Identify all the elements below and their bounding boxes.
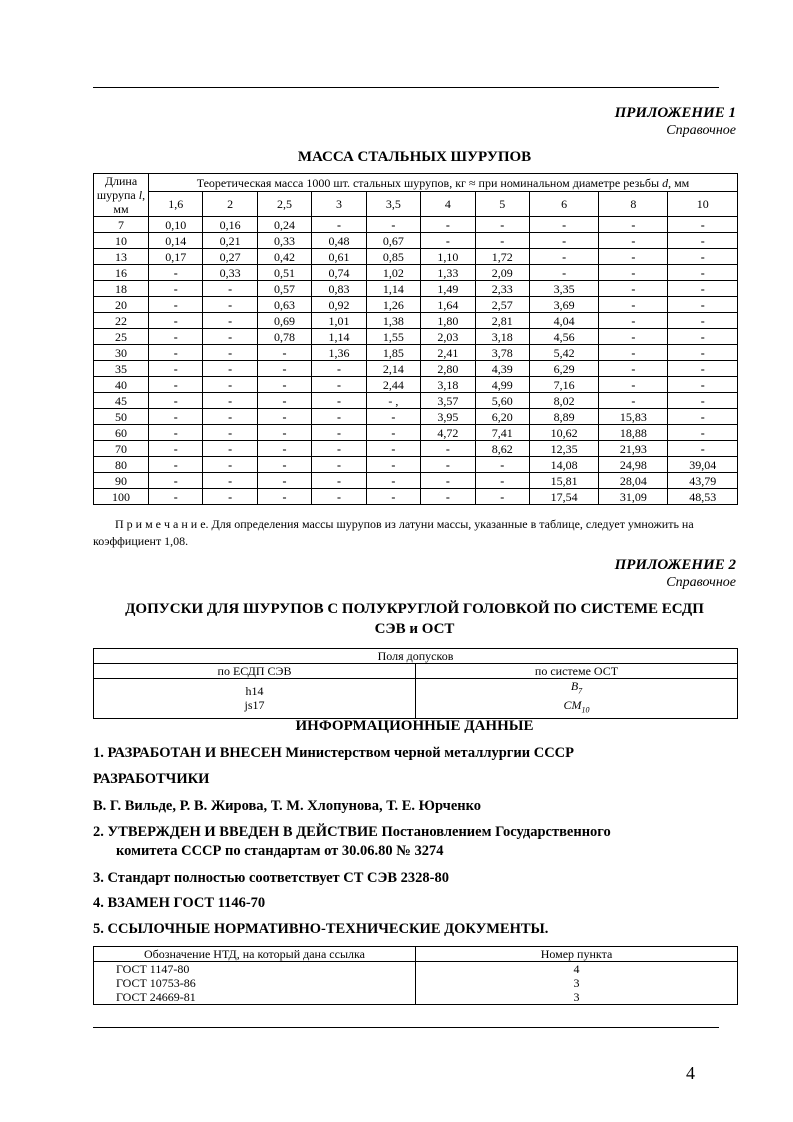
ref-doc: ГОСТ 1147-80: [116, 962, 190, 976]
table-row: [94, 393, 738, 409]
mass-cell: 0,83: [312, 281, 366, 297]
ref-doc: ГОСТ 24669-81: [116, 990, 196, 1004]
length-cell: 30: [94, 345, 149, 361]
mass-cell: 3,57: [421, 393, 475, 409]
mass-cell: 0,10: [149, 217, 203, 233]
mass-cell: 1,01: [312, 313, 366, 329]
table-row: [94, 473, 738, 489]
mass-cell: -: [203, 329, 257, 345]
mass-cell: 31,09: [599, 489, 668, 505]
length-cell: 7: [94, 217, 149, 233]
top-rule: [93, 87, 719, 88]
mass-cell: -: [149, 441, 203, 457]
mass-cell: -: [203, 313, 257, 329]
mass-cell: 0,57: [257, 281, 311, 297]
mass-cell: 4,99: [475, 377, 529, 393]
ost-values: [416, 679, 738, 719]
mass-cell: 3,69: [529, 297, 598, 313]
mass-cell: -: [203, 393, 257, 409]
mass-table-note: [93, 516, 736, 550]
mass-cell: -: [668, 313, 738, 329]
mass-cell: 10,62: [529, 425, 598, 441]
mass-cell: 0,67: [366, 233, 420, 249]
length-cell: 45: [94, 393, 149, 409]
mass-cell: 4,72: [421, 425, 475, 441]
mass-cell: -: [149, 297, 203, 313]
mass-cell: -: [312, 377, 366, 393]
info-heading: ИНФОРМАЦИОННЫЕ ДАННЫЕ: [295, 718, 534, 734]
length-cell: 25: [94, 329, 149, 345]
mass-cell: 0,17: [149, 249, 203, 265]
mass-cell: 4,56: [529, 329, 598, 345]
mass-cell: -: [668, 249, 738, 265]
length-cell: 35: [94, 361, 149, 377]
info-item-2-line-1: 2. УТВЕРЖДЕН И ВВЕДЕН В ДЕЙСТВИЕ Постановлением Государственного: [93, 824, 611, 840]
mass-cell: 43,79: [668, 473, 738, 489]
mass-cell: 1,49: [421, 281, 475, 297]
ref-point-cell: [416, 962, 738, 1005]
mass-cell: 15,83: [599, 409, 668, 425]
mass-cell: -: [668, 329, 738, 345]
mass-cell: 0,61: [312, 249, 366, 265]
mass-cell: -: [599, 377, 668, 393]
info-item-2-line-2: комитета СССР по стандартам от 30.06.80 № 3274: [116, 843, 444, 859]
mass-cell: -: [312, 457, 366, 473]
mass-cell: -: [149, 377, 203, 393]
length-cell: 18: [94, 281, 149, 297]
mass-cell: -: [421, 233, 475, 249]
mass-cell: 6,29: [529, 361, 598, 377]
mass-cell: -: [257, 441, 311, 457]
length-cell: 10: [94, 233, 149, 249]
mass-cell: -: [599, 233, 668, 249]
diameter-header-row: [94, 192, 738, 217]
length-cell: 20: [94, 297, 149, 313]
mass-cell: -: [475, 233, 529, 249]
mass-cell: 17,54: [529, 489, 598, 505]
mass-cell: 14,08: [529, 457, 598, 473]
mass-cell: -: [203, 489, 257, 505]
mass-cell: 0,14: [149, 233, 203, 249]
mass-cell: 2,41: [421, 345, 475, 361]
mass-cell: 0,24: [257, 217, 311, 233]
info-item-4: 4. ВЗАМЕН ГОСТ 1146-70: [93, 895, 266, 911]
mass-cell: -: [257, 345, 311, 361]
mass-cell: -: [529, 265, 598, 281]
mass-cell: 5,42: [529, 345, 598, 361]
appendix-2-title: ПРИЛОЖЕНИЕ 2: [614, 557, 736, 573]
appendix-1-label: [93, 104, 736, 140]
mass-cell: -: [529, 233, 598, 249]
mass-cell: -: [366, 457, 420, 473]
mass-cell: 21,93: [599, 441, 668, 457]
tolerance-subheader-row: [94, 664, 738, 679]
mass-cell: -: [203, 409, 257, 425]
mass-cell: 1,33: [421, 265, 475, 281]
appendix-1-subtitle: Справочное: [666, 123, 736, 138]
esdp-value: js17: [244, 698, 265, 713]
ref-point: 3: [573, 990, 580, 1004]
mass-cell: -: [203, 425, 257, 441]
mass-cell: 12,35: [529, 441, 598, 457]
mass-cell: 3,78: [475, 345, 529, 361]
mass-cell: -: [149, 281, 203, 297]
mass-cell: -: [668, 233, 738, 249]
mass-cell: -: [475, 473, 529, 489]
mass-cell: 0,48: [312, 233, 366, 249]
mass-cell: -: [421, 217, 475, 233]
mass-cell: -: [203, 377, 257, 393]
developers-list: В. Г. Вильде, Р. В. Жирова, Т. М. Хлопунова, Т. Е. Юрченко: [93, 798, 482, 814]
mass-cell: -: [599, 281, 668, 297]
mass-cell: -: [203, 473, 257, 489]
length-column-header: Длина шурупа l, мм: [94, 174, 149, 217]
diameter-header: 3,5: [366, 192, 420, 217]
mass-cell: 7,41: [475, 425, 529, 441]
length-cell: 50: [94, 409, 149, 425]
appendix-2-subtitle: Справочное: [666, 575, 736, 590]
ref-doc-header: Обозначение НТД, на который дана ссылка: [94, 947, 416, 962]
mass-cell: -: [312, 425, 366, 441]
table-row: [94, 377, 738, 393]
ref-point-header: Номер пункта: [416, 947, 738, 962]
mass-cell: 1,14: [312, 329, 366, 345]
mass-cell: -: [257, 393, 311, 409]
tolerance-header-row: [94, 649, 738, 664]
mass-cell: -: [366, 409, 420, 425]
mass-cell: 2,14: [366, 361, 420, 377]
mass-cell: -: [149, 409, 203, 425]
mass-cell: 4,04: [529, 313, 598, 329]
mass-cell: -: [599, 297, 668, 313]
mass-cell: 48,53: [668, 489, 738, 505]
mass-cell: -: [668, 393, 738, 409]
mass-cell: 0,33: [203, 265, 257, 281]
mass-cell: 0,85: [366, 249, 420, 265]
mass-cell: -: [149, 393, 203, 409]
table-row: [94, 313, 738, 329]
length-cell: 60: [94, 425, 149, 441]
mass-cell: -: [203, 361, 257, 377]
table-row: [94, 441, 738, 457]
references-data-row: [94, 962, 738, 1005]
tolerance-table: [93, 648, 738, 719]
mass-cell: -: [257, 489, 311, 505]
table-row: [94, 233, 738, 249]
mass-cell: -: [668, 281, 738, 297]
mass-cell: -: [668, 345, 738, 361]
mass-cell: -: [257, 473, 311, 489]
diameter-header: 8: [599, 192, 668, 217]
mass-cell: -: [668, 425, 738, 441]
mass-cell: -: [599, 217, 668, 233]
mass-cell: 24,98: [599, 457, 668, 473]
mass-cell: -: [668, 297, 738, 313]
diameter-header: 3: [312, 192, 366, 217]
mass-cell: -: [149, 329, 203, 345]
length-cell: 22: [94, 313, 149, 329]
mass-cell: -: [599, 393, 668, 409]
mass-cell: 0,27: [203, 249, 257, 265]
mass-cell: -: [599, 265, 668, 281]
mass-cell: 1,80: [421, 313, 475, 329]
mass-cell: 0,21: [203, 233, 257, 249]
esdp-column-header: по ЕСДП СЭВ: [94, 664, 416, 679]
mass-cell: -: [312, 441, 366, 457]
mass-cell: -: [257, 425, 311, 441]
mass-cell: - ,: [366, 393, 420, 409]
tolerance-data-row: [94, 679, 738, 719]
mass-cell: -: [668, 409, 738, 425]
mass-cell: 1,26: [366, 297, 420, 313]
table-row: [94, 281, 738, 297]
mass-cell: 0,74: [312, 265, 366, 281]
table-row: [94, 329, 738, 345]
diameter-header: 4: [421, 192, 475, 217]
mass-table-body: [94, 217, 738, 505]
length-cell: 100: [94, 489, 149, 505]
mass-cell: -: [203, 297, 257, 313]
mass-cell: 0,78: [257, 329, 311, 345]
mass-cell: -: [203, 457, 257, 473]
mass-cell: -: [257, 361, 311, 377]
mass-cell: -: [529, 249, 598, 265]
mass-cell: -: [599, 249, 668, 265]
mass-cell: 2,81: [475, 313, 529, 329]
mass-cell: -: [668, 361, 738, 377]
info-item-5: 5. ССЫЛОЧНЫЕ НОРМАТИВНО-ТЕХНИЧЕСКИЕ ДОКУМЕНТЫ.: [93, 921, 549, 937]
mass-cell: -: [421, 473, 475, 489]
mass-cell: -: [366, 217, 420, 233]
mass-cell: -: [668, 377, 738, 393]
mass-cell: -: [149, 345, 203, 361]
table-row: [94, 249, 738, 265]
mass-cell: -: [599, 345, 668, 361]
mass-cell: -: [312, 473, 366, 489]
mass-cell: -: [475, 489, 529, 505]
mass-cell: -: [421, 457, 475, 473]
info-item-3: 3. Стандарт полностью соответствует СТ СЭВ 2328-80: [93, 870, 449, 886]
mass-cell: 2,80: [421, 361, 475, 377]
ref-point: 4: [573, 962, 580, 976]
mass-table-header-row: [94, 174, 738, 192]
mass-cell: 28,04: [599, 473, 668, 489]
appendix-2-label: [93, 556, 736, 592]
mass-cell: -: [257, 457, 311, 473]
mass-cell: 15,81: [529, 473, 598, 489]
mass-cell: -: [421, 441, 475, 457]
ref-point: 3: [573, 976, 580, 990]
mass-cell: -: [149, 489, 203, 505]
bottom-rule: [93, 1027, 719, 1028]
mass-cell: -: [203, 441, 257, 457]
mass-cell: -: [599, 361, 668, 377]
mass-cell: -: [366, 425, 420, 441]
diameter-header: 2: [203, 192, 257, 217]
mass-cell: 1,14: [366, 281, 420, 297]
mass-cell: 0,63: [257, 297, 311, 313]
mass-cell: 1,38: [366, 313, 420, 329]
mass-cell: 2,03: [421, 329, 475, 345]
mass-cell: 1,02: [366, 265, 420, 281]
tolerance-heading: ДОПУСКИ ДЛЯ ШУРУПОВ С ПОЛУКРУГЛОЙ ГОЛОВКОЙ ПО СИСТЕМЕ ЕСДП СЭВ и ОСТ: [125, 601, 704, 637]
mass-cell: -: [366, 473, 420, 489]
ref-doc-cell: [94, 962, 416, 1005]
mass-cell: 0,16: [203, 217, 257, 233]
mass-cell: 2,33: [475, 281, 529, 297]
mass-cell: 1,10: [421, 249, 475, 265]
mass-cell: -: [149, 265, 203, 281]
esdp-value: h14: [245, 684, 264, 699]
mass-cell: -: [149, 457, 203, 473]
mass-cell: 0,42: [257, 249, 311, 265]
mass-cell: 3,95: [421, 409, 475, 425]
table-row: [94, 361, 738, 377]
mass-cell: -: [529, 217, 598, 233]
mass-cell: 6,20: [475, 409, 529, 425]
mass-cell: -: [312, 361, 366, 377]
mass-cell: 5,60: [475, 393, 529, 409]
mass-cell: 4,39: [475, 361, 529, 377]
mass-cell: -: [312, 393, 366, 409]
length-cell: 90: [94, 473, 149, 489]
ref-doc: ГОСТ 10753-86: [116, 976, 196, 990]
mass-cell: 1,85: [366, 345, 420, 361]
note-text: . Для определения массы шурупов из латуни массы, указанные в таблице, следует умножить на коэффициент 1,08.: [93, 517, 694, 548]
mass-cell: 39,04: [668, 457, 738, 473]
mass-cell: -: [366, 489, 420, 505]
table-row: [94, 297, 738, 313]
mass-cell: 3,35: [529, 281, 598, 297]
page-number: 4: [686, 1063, 695, 1083]
mass-cell: -: [203, 281, 257, 297]
mass-cell: -: [668, 265, 738, 281]
appendix-1-title: ПРИЛОЖЕНИЕ 1: [614, 105, 736, 121]
mass-cell: -: [668, 441, 738, 457]
info-item-2: [93, 823, 733, 861]
mass-cell: -: [599, 329, 668, 345]
mass-cell: -: [149, 313, 203, 329]
mass-cell: 8,62: [475, 441, 529, 457]
mass-table-title: МАССА СТАЛЬНЫХ ШУРУПОВ: [297, 149, 532, 165]
references-header-row: [94, 947, 738, 962]
mass-cell: -: [475, 217, 529, 233]
length-cell: 80: [94, 457, 149, 473]
mass-cell: 7,16: [529, 377, 598, 393]
mass-cell: 1,72: [475, 249, 529, 265]
mass-cell: -: [149, 473, 203, 489]
table-row: [94, 409, 738, 425]
mass-cell: 0,51: [257, 265, 311, 281]
mass-cell: -: [599, 313, 668, 329]
ost-value: $B_7$: [570, 679, 583, 696]
mass-cell: 1,36: [312, 345, 366, 361]
mass-cell: -: [203, 345, 257, 361]
mass-cell: 1,55: [366, 329, 420, 345]
mass-cell: 3,18: [475, 329, 529, 345]
mass-cell: 18,88: [599, 425, 668, 441]
length-cell: 70: [94, 441, 149, 457]
mass-cell: -: [257, 377, 311, 393]
length-cell: 16: [94, 265, 149, 281]
mass-cell: 0,69: [257, 313, 311, 329]
length-cell: 40: [94, 377, 149, 393]
mass-cell: 8,89: [529, 409, 598, 425]
length-cell: 13: [94, 249, 149, 265]
mass-group-header: Теоретическая масса 1000 шт. стальных шурупов, кг ≈ при номинальном диаметре резьбы d, мм: [149, 174, 738, 192]
mass-cell: -: [421, 489, 475, 505]
mass-cell: -: [366, 441, 420, 457]
table-row: [94, 489, 738, 505]
diameter-header: 2,5: [257, 192, 311, 217]
table-row: [94, 345, 738, 361]
table-row: [94, 265, 738, 281]
mass-cell: 2,44: [366, 377, 420, 393]
references-table: [93, 946, 738, 1005]
developers-label: РАЗРАБОТЧИКИ: [93, 771, 210, 787]
mass-cell: -: [668, 217, 738, 233]
table-row: [94, 217, 738, 233]
ost-column-header: по системе ОСТ: [416, 664, 738, 679]
mass-cell: -: [475, 457, 529, 473]
table-row: [94, 457, 738, 473]
mass-cell: -: [149, 425, 203, 441]
mass-cell: -: [312, 217, 366, 233]
mass-cell: 1,64: [421, 297, 475, 313]
diameter-header: 6: [529, 192, 598, 217]
mass-cell: 3,18: [421, 377, 475, 393]
mass-cell: -: [312, 489, 366, 505]
info-item-1: 1. РАЗРАБОТАН И ВНЕСЕН Министерством черной металлургии СССР: [93, 745, 574, 761]
mass-cell: -: [149, 361, 203, 377]
table-row: [94, 425, 738, 441]
diameter-header: 1,6: [149, 192, 203, 217]
mass-cell: 8,02: [529, 393, 598, 409]
mass-cell: 2,09: [475, 265, 529, 281]
mass-table: [93, 173, 738, 505]
esdp-values: [94, 679, 416, 719]
mass-cell: 0,92: [312, 297, 366, 313]
tolerance-table-header: Поля допусков: [94, 649, 738, 664]
diameter-header: 5: [475, 192, 529, 217]
mass-cell: 2,57: [475, 297, 529, 313]
mass-cell: -: [312, 409, 366, 425]
diameter-header: 10: [668, 192, 738, 217]
mass-cell: 0,33: [257, 233, 311, 249]
mass-cell: -: [257, 409, 311, 425]
note-label: П р и м е ч а н и е: [115, 517, 206, 531]
ost-value: $CM_{10}$: [563, 698, 590, 715]
